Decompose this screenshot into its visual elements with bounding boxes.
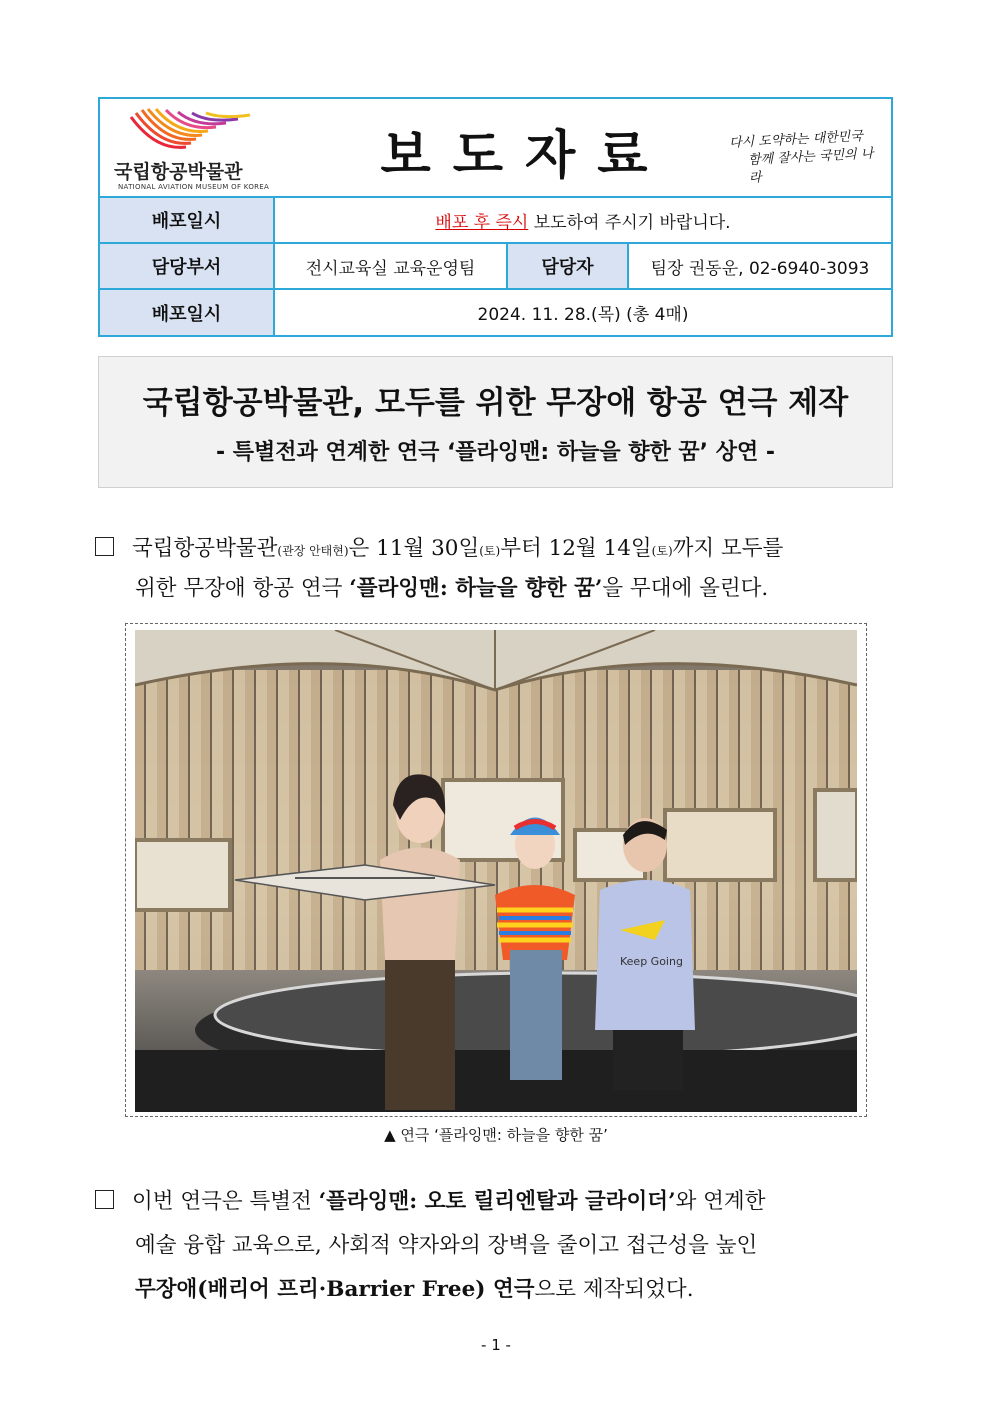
department-value: 전시교육실 교육운영팀 <box>275 244 508 288</box>
sweater-text: Keep Going <box>620 955 683 968</box>
release-instruction: 보도하여 주시기 바랍니다. <box>528 212 731 233</box>
p2-barrier-free: 무장애(배리어 프리·Barrier Free) 연극 <box>135 1277 535 1302</box>
release-time-value <box>275 198 891 242</box>
play-scene-illustration <box>135 630 857 1112</box>
contact-value: 팀장 권동운, 02-6940-3093 <box>650 258 870 279</box>
p1-text-d: (토) <box>479 544 501 558</box>
header-title-row <box>100 99 891 198</box>
department-label: 담당부서 <box>100 244 275 288</box>
museum-logo <box>114 107 270 191</box>
contact-label: 담당자 <box>508 244 629 288</box>
logo-english-text: NATIONAL AVIATION MUSEUM OF KOREA <box>118 183 270 191</box>
p1-text-f: (토) <box>651 544 673 558</box>
p1-text-a: 국립항공박물관 <box>132 536 278 561</box>
p2-text-c: 와 연계한 <box>675 1189 766 1214</box>
p1-play-title: ‘플라잉맨: 하늘을 향한 꿈’ <box>349 576 603 601</box>
p1-text-e: 부터 12월 14일 <box>500 536 652 561</box>
headline-subtitle: - 특별전과 연계한 연극 ‘플라잉맨: 하늘을 향한 꿈’ 상연 - <box>215 440 775 465</box>
photo-frame <box>125 623 867 1117</box>
release-time-row <box>100 198 891 244</box>
department-row <box>100 244 891 290</box>
paragraph-1 <box>95 530 900 608</box>
logo-korean-text: 국립항공박물관 <box>114 161 243 183</box>
p1-text-c: 은 11월 30일 <box>348 536 480 561</box>
p2-exhibition-title: ‘플라잉맨: 오토 릴리엔탈과 글라이더’ <box>318 1189 676 1214</box>
checkbox-bullet-icon <box>95 537 114 556</box>
photo-caption: ▲ 연극 ‘플라잉맨: 하늘을 향한 꿈’ <box>384 1126 608 1144</box>
p1-text-b: (관장 안태현) <box>277 544 349 558</box>
slogan-line-1: 다시 도약하는 대한민국 <box>728 128 864 151</box>
p2-text-a: 이번 연극은 특별전 <box>132 1189 319 1214</box>
release-time-label: 배포일시 <box>100 198 275 242</box>
checkbox-bullet-icon <box>95 1190 114 1209</box>
p1-text-h: 위한 무장애 항공 연극 <box>135 576 350 601</box>
page-number: - 1 - <box>481 1336 511 1354</box>
slogan-line-2: 함께 잘사는 국민의 나라 <box>747 146 874 186</box>
release-date-label: 배포일시 <box>100 290 275 335</box>
press-release-header-table <box>98 97 893 337</box>
government-slogan <box>729 127 882 189</box>
release-highlight: 배포 후 즉시 <box>435 212 529 233</box>
play-scene-photo <box>135 630 857 1112</box>
paragraph-2 <box>95 1183 900 1309</box>
document-title: 보도자료 <box>380 126 670 186</box>
p1-text-j: 을 무대에 올린다. <box>602 576 769 601</box>
release-date-value: 2024. 11. 28.(목) (총 4매) <box>477 305 689 325</box>
p2-text-f: 으로 제작되었다. <box>534 1277 694 1302</box>
release-date-row <box>100 290 891 335</box>
p1-text-g: 까지 모두를 <box>672 536 784 561</box>
headline-title: 국립항공박물관, 모두를 위한 무장애 항공 연극 제작 <box>142 385 849 421</box>
p2-line-2: 예술 융합 교육으로, 사회적 약자와의 장벽을 줄이고 접근성을 높인 <box>135 1233 758 1258</box>
museum-logo-icon <box>126 107 256 153</box>
headline-box <box>98 356 893 488</box>
